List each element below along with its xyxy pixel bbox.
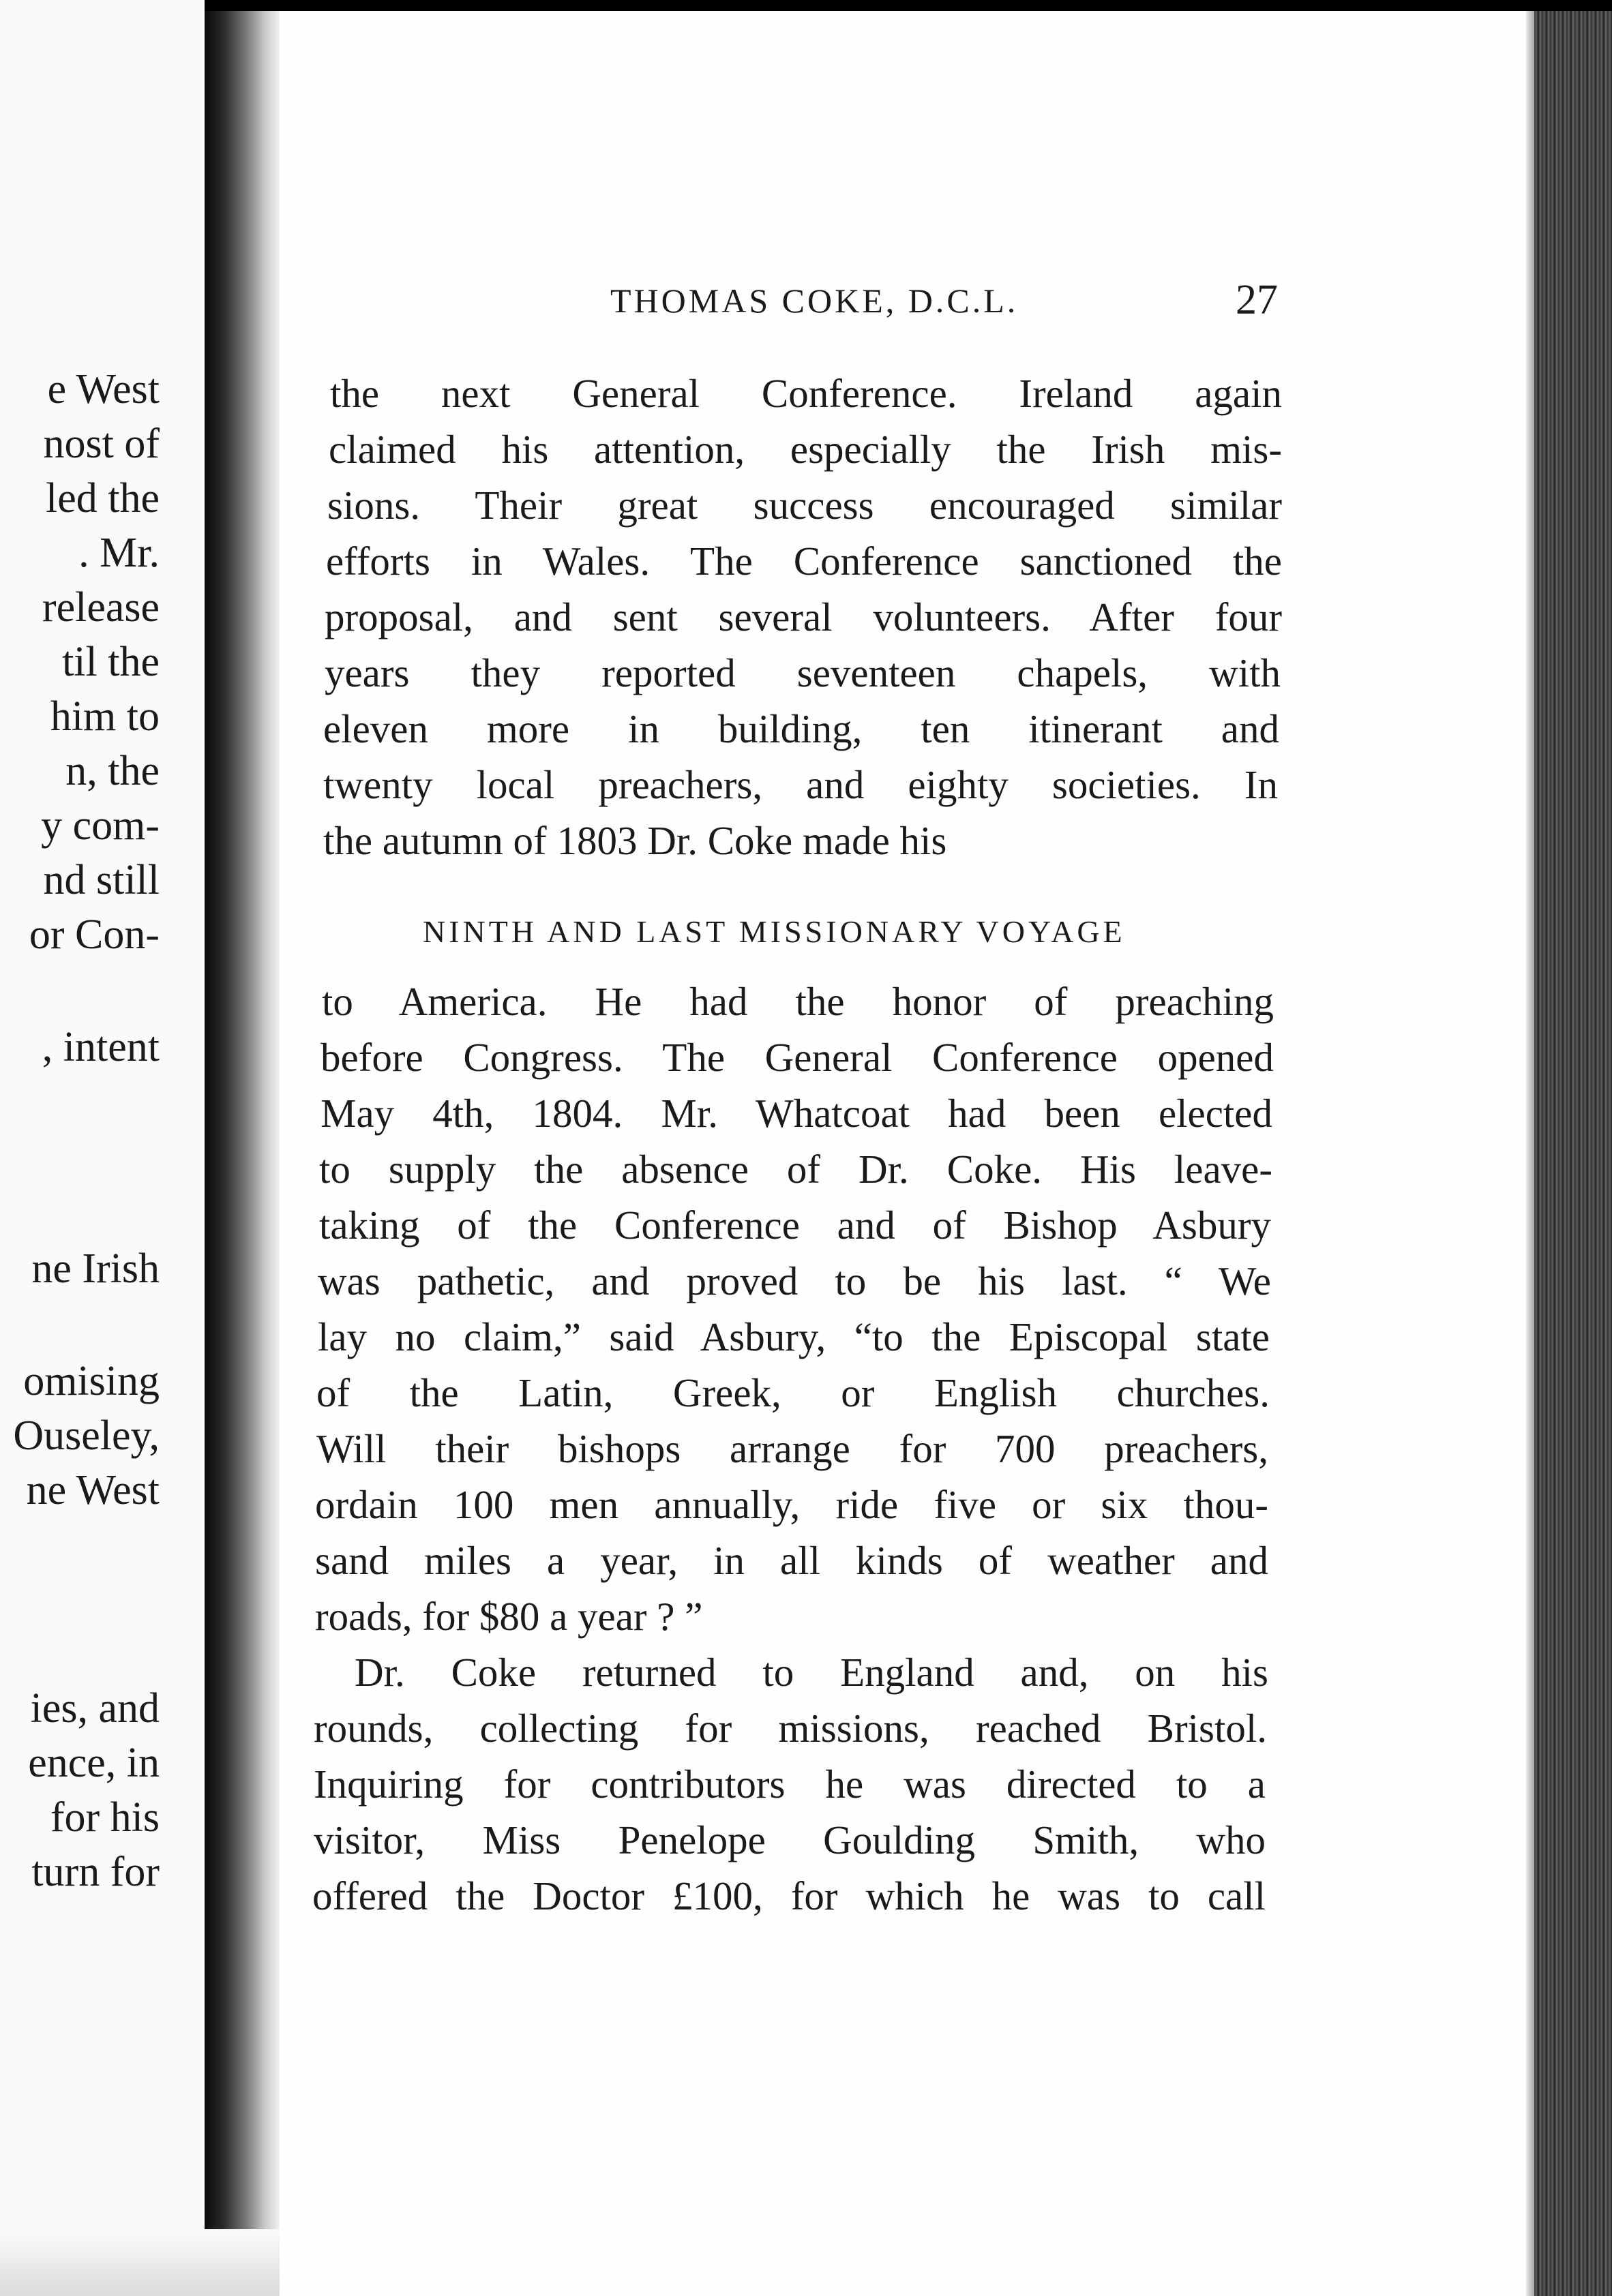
running-head: THOMAS COKE, D.C.L. bbox=[610, 282, 1019, 320]
text-line: to supply the absence of Dr. Coke. His leave- bbox=[319, 1147, 1272, 1192]
left-line-fragment: Ouseley, bbox=[13, 1413, 160, 1459]
text-line: years they reported seventeen chapels, with bbox=[325, 650, 1281, 695]
left-facing-page bbox=[0, 0, 205, 2296]
text-line: lay no claim,” said Asbury, “to the Episcopal state bbox=[318, 1314, 1270, 1359]
left-line-fragment: ence, in bbox=[28, 1740, 160, 1786]
left-line-fragment: ne Irish bbox=[31, 1245, 160, 1292]
left-line-fragment: for his bbox=[50, 1794, 160, 1841]
left-line-fragment: or Con- bbox=[29, 911, 160, 958]
text-line: May 4th, 1804. Mr. Whatcoat had been elected bbox=[320, 1091, 1272, 1136]
scan-border-top bbox=[205, 0, 1612, 11]
left-line-fragment: omising bbox=[23, 1358, 160, 1404]
page-number: 27 bbox=[1236, 277, 1278, 323]
text-line: eleven more in building, ten itinerant and bbox=[323, 706, 1279, 751]
text-line: rounds, collecting for missions, reached Bristol. bbox=[314, 1706, 1267, 1751]
left-line-fragment: nd still bbox=[43, 857, 160, 903]
text-line: offered the Doctor £100, for which he was to call bbox=[312, 1873, 1266, 1918]
text-line: proposal, and sent several volunteers. After four bbox=[325, 594, 1282, 639]
left-line-fragment: til the bbox=[62, 639, 160, 685]
left-line-fragment: e West bbox=[47, 366, 160, 412]
text-line: the next General Conference. Ireland again bbox=[330, 371, 1282, 416]
text-line: was pathetic, and proved to be his last. “ We bbox=[318, 1258, 1271, 1303]
left-line-fragment: ies, and bbox=[30, 1685, 160, 1732]
left-line-fragment: nost of bbox=[43, 421, 160, 467]
text-line: ordain 100 men annually, ride five or six thou- bbox=[315, 1482, 1268, 1527]
text-line: Dr. Coke returned to England and, on his bbox=[355, 1650, 1268, 1695]
text-line: sions. Their great success encouraged similar bbox=[327, 483, 1282, 528]
left-line-fragment: . Mr. bbox=[78, 530, 160, 576]
left-line-fragment: release bbox=[42, 584, 160, 631]
text-line: the autumn of 1803 Dr. Coke made his bbox=[323, 818, 947, 863]
text-line: to America. He had the honor of preaching bbox=[322, 979, 1274, 1024]
text-line: sand miles a year, in all kinds of weather and bbox=[315, 1538, 1268, 1583]
left-line-fragment: led the bbox=[46, 475, 160, 522]
left-line-fragment: ne West bbox=[26, 1467, 160, 1513]
left-line-fragment: n, the bbox=[65, 748, 160, 794]
text-line: efforts in Wales. The Conference sanctioned the bbox=[326, 539, 1282, 584]
text-line: taking of the Conference and of Bishop Asbury bbox=[319, 1203, 1271, 1248]
book-gutter bbox=[205, 0, 280, 2296]
text-line: of the Latin, Greek, or English churches. bbox=[316, 1370, 1270, 1415]
page-shadow-bottom bbox=[0, 2229, 280, 2296]
section-heading: NINTH AND LAST MISSIONARY VOYAGE bbox=[423, 914, 1126, 949]
text-line: roads, for $80 a year ? ” bbox=[315, 1594, 703, 1639]
text-line: claimed his attention, especially the Irish mis- bbox=[329, 427, 1282, 472]
left-line-fragment: turn for bbox=[31, 1849, 160, 1895]
left-line-fragment: him to bbox=[50, 693, 160, 740]
left-line-fragment: y com- bbox=[41, 802, 160, 849]
text-line: Will their bishops arrange for 700 preachers, bbox=[316, 1426, 1268, 1471]
page-stack-edge bbox=[1534, 0, 1612, 2296]
text-line: twenty local preachers, and eighty societies. In bbox=[323, 762, 1278, 807]
text-line: visitor, Miss Penelope Goulding Smith, who bbox=[314, 1817, 1266, 1862]
text-line: Inquiring for contributors he was directed to a bbox=[314, 1762, 1266, 1807]
left-line-fragment: , intent bbox=[42, 1024, 160, 1070]
text-line: before Congress. The General Conference opened bbox=[320, 1035, 1274, 1080]
